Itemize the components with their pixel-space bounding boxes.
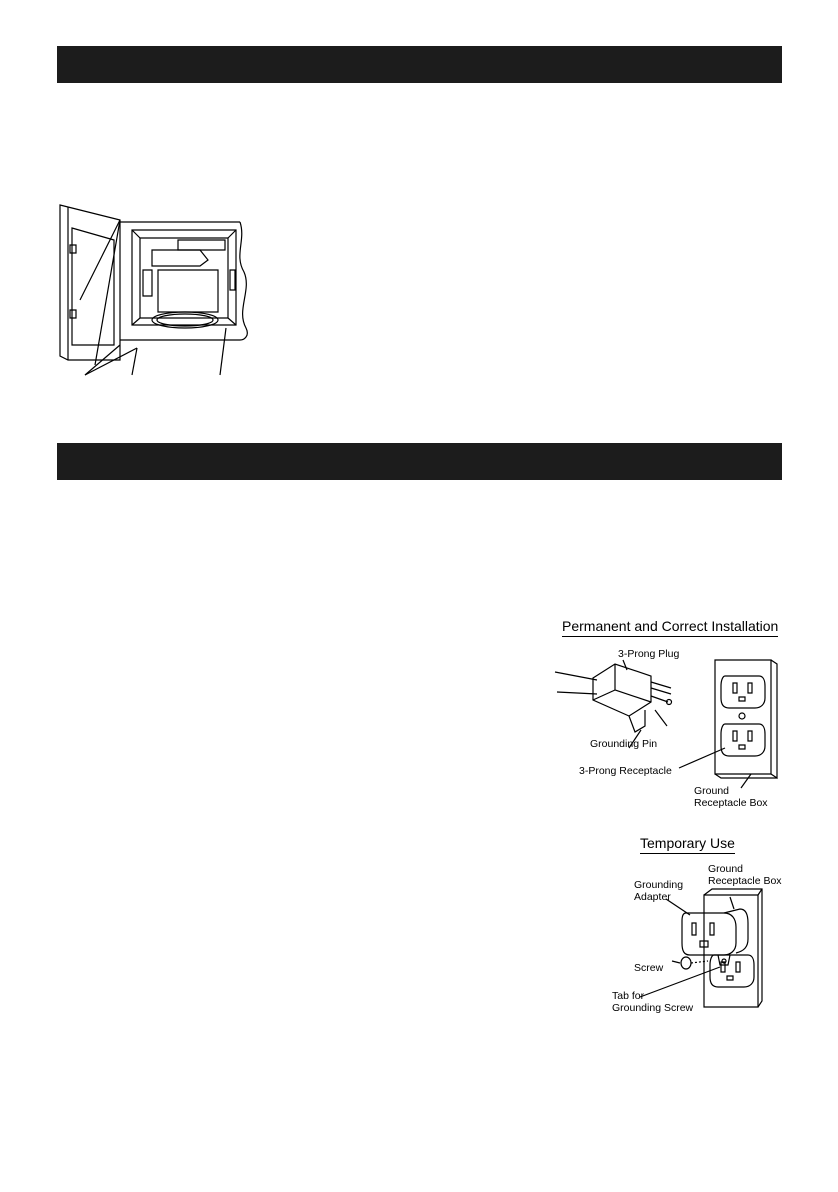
screw-label: Screw: [634, 962, 664, 974]
receptacle-box-line1: Ground: [694, 785, 730, 797]
heading-underline: [562, 636, 778, 637]
three-prong-plug-receptacle-icon: [555, 650, 785, 800]
tab-line1: Tab for: [612, 990, 645, 1002]
section-header-bar: [57, 443, 782, 480]
heading-text: Temporary Use: [640, 835, 735, 851]
heading-text: Permanent and Correct Installation: [562, 618, 779, 634]
temp-box-line1: Ground: [708, 863, 744, 875]
tab-line2: Grounding Screw: [612, 1002, 694, 1014]
adapter-line2: Adapter: [634, 891, 671, 903]
microwave-oven-door-open-icon: [40, 200, 270, 385]
section-header-bar: [57, 46, 782, 83]
adapter-line1: Grounding: [634, 879, 684, 891]
permanent-installation-heading: [562, 618, 778, 637]
grounding-pin-label: Grounding Pin: [590, 738, 658, 750]
receptacle-label: 3-Prong Receptacle: [579, 765, 672, 777]
receptacle-box-label: [694, 785, 768, 809]
temp-box-line2: Receptacle Box: [708, 875, 782, 887]
temp-box-label: [708, 863, 782, 887]
temporary-use-heading: [640, 835, 735, 854]
receptacle-box-line2: Receptacle Box: [694, 797, 768, 809]
heading-underline: [640, 853, 735, 854]
grounding-adapter-icon: [600, 885, 780, 1015]
plug-label: 3-Prong Plug: [618, 648, 680, 660]
